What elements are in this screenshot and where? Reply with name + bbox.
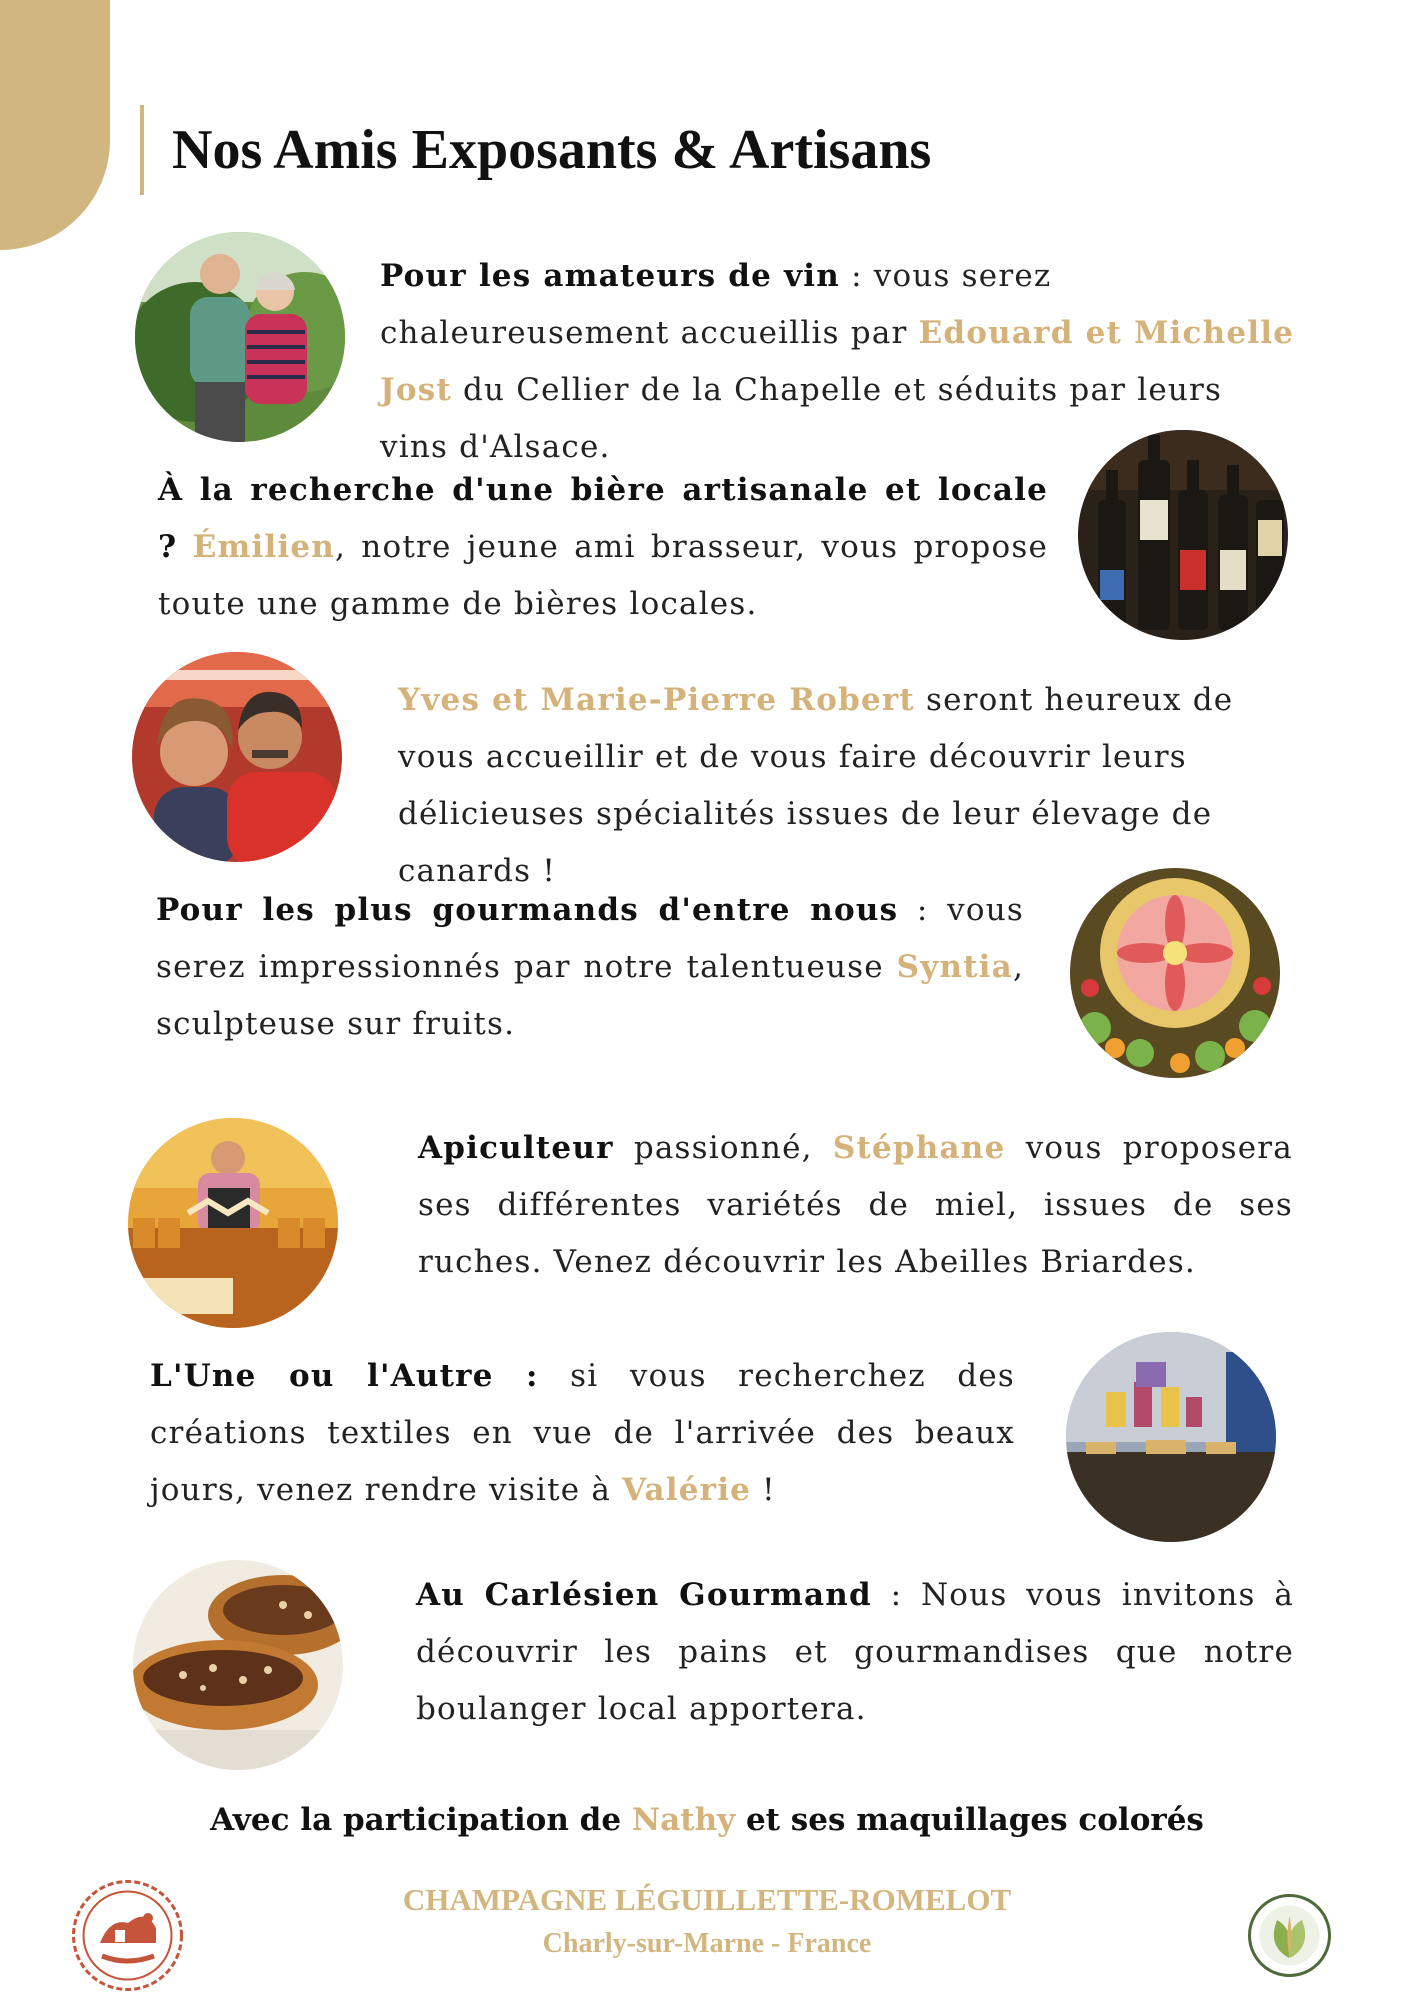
section-textiles: L'Une ou l'Autre : si vous recherchez des créations textiles en vue de l'arrivée des beaux jours, venez rendre visite à Valérie ! <box>150 1358 1016 1508</box>
hve-logo-icon <box>70 1878 185 1993</box>
section-honey: Apiculteur passionné, Stéphane vous proposera ses différentes variétés de miel, issues de ses ruches. Venez découvrir les Abeilles Briardes. <box>418 1130 1293 1280</box>
title-accent-bar <box>140 105 144 195</box>
photo-duck-farmers <box>132 652 342 862</box>
page-title: Nos Amis Exposants & Artisans <box>172 119 932 181</box>
photo-pastries <box>133 1560 343 1770</box>
section-fruit: Pour les plus gourmands d'entre nous : vous serez impressionnés par notre talentueuse Syntia, sculpteuse sur fruits. <box>156 892 1025 1042</box>
photo-fruit-sculpture <box>1070 868 1280 1078</box>
section-beer: À la recherche d'une bière artisanale et locale ? Émilien, notre jeune ami brasseur, vous propose toute une gamme de bières locales. <box>158 472 1048 622</box>
section-wine: Pour les amateurs de vin : vous serez chaleureusement accueillis par Edouard et Michelle Jost du Cellier de la Chapelle et séduits par leurs vins d'Alsace. <box>380 258 1295 465</box>
viticulture-durable-logo-icon <box>1232 1878 1347 1993</box>
closing-line: Avec la participation de Nathy et ses maquillages colorés <box>210 1802 1204 1838</box>
photo-textile-stand <box>1066 1332 1276 1542</box>
section-ducks: Yves et Marie-Pierre Robert seront heureux de vous accueillir et de vous faire découvrir leurs délicieuses spécialités issues de leur élevage de canards ! <box>398 682 1234 889</box>
photo-honey-stand <box>128 1118 338 1328</box>
section-bakery: Au Carlésien Gourmand : Nous vous invitons à découvrir les pains et gourmandises que notre boulanger local apportera. <box>416 1577 1294 1727</box>
corner-decoration <box>0 0 110 250</box>
footer-company: CHAMPAGNE LÉGUILLETTE-ROMELOT <box>402 1882 1012 1917</box>
photo-beer-bottles <box>1078 430 1288 640</box>
footer-location: Charly-sur-Marne - France <box>542 1928 872 1959</box>
photo-wine-couple <box>135 232 345 442</box>
